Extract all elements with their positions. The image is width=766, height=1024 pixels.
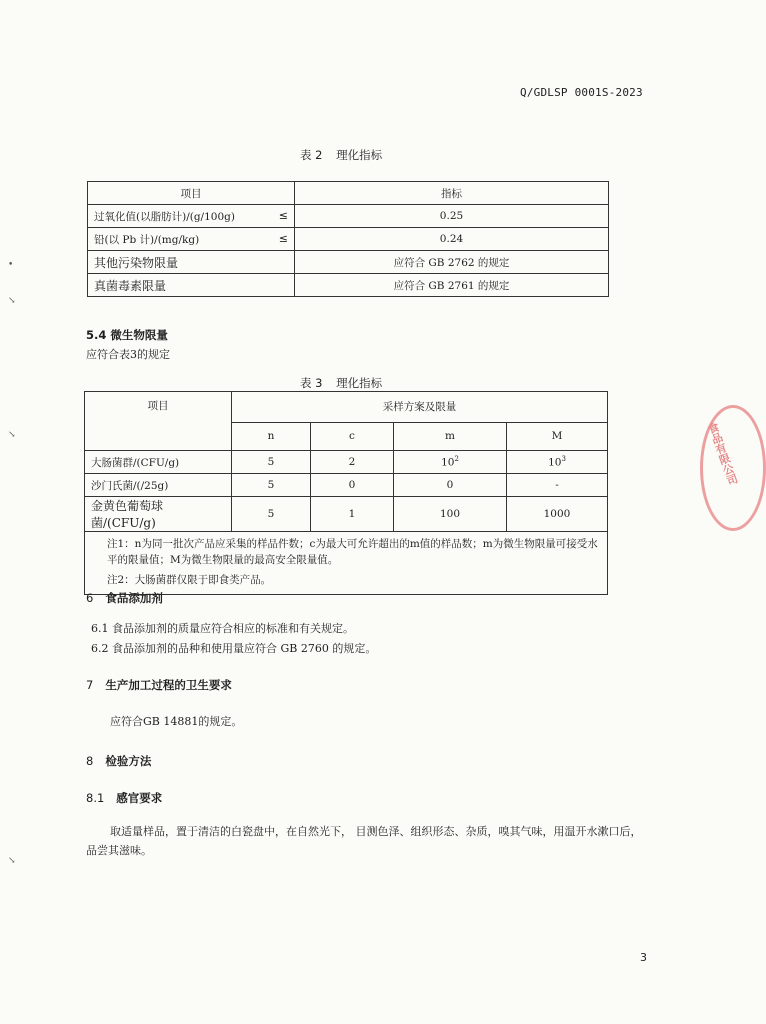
company-seal-text: 食品有限公司 [704, 420, 740, 488]
table-row [88, 251, 609, 274]
table3-row1-c: 2 [311, 451, 394, 474]
section-8-title: 检验方法 [105, 754, 152, 768]
margin-mark: ↘ [8, 296, 16, 306]
table3-row1-m [394, 451, 507, 474]
section-6-item-2: 6.2 食品添加剂的品种和使用量应符合 GB 2760 的规定。 [91, 642, 377, 655]
table2-row2-item-text: 铅(以 Pb 计)/(mg/kg) [94, 233, 200, 246]
table-row [88, 228, 609, 251]
table3-header-item: 项目 [85, 392, 232, 451]
section-8-number: 8 [86, 754, 94, 768]
table3-row1-M [507, 451, 608, 474]
table2-header-item: 项目 [88, 182, 295, 205]
table3-col-M: M [507, 422, 608, 450]
table3-row3-c: 1 [311, 497, 394, 532]
table-row [85, 451, 608, 474]
margin-mark: ↘ [8, 856, 16, 866]
table-row [88, 205, 609, 228]
table3-row2-n: 5 [232, 474, 311, 497]
table2-caption-title: 理化指标 [336, 148, 383, 162]
table2-row4-value: 应符合 GB 2761 的规定 [295, 274, 609, 297]
margin-mark: • [8, 260, 14, 270]
table3-row3-n: 5 [232, 497, 311, 532]
table-row [85, 474, 608, 497]
table3-row3-item: 金黄色葡萄球菌/(CFU/g) [85, 497, 232, 532]
document-code: Q/GDLSP 0001S-2023 [520, 86, 643, 99]
table3-row2-item: 沙门氏菌/(/25g) [85, 474, 232, 497]
table2-row1-item [88, 205, 295, 228]
table3-row1-M-base: 10 [548, 456, 562, 469]
table-row [88, 274, 609, 297]
le-symbol: ≤ [278, 208, 288, 222]
table2-row3-item: 其他污染物限量 [88, 251, 295, 274]
table3-caption [300, 375, 382, 391]
table3-row2-m: 0 [394, 474, 507, 497]
section-8-heading [86, 753, 151, 769]
table3-row1-n: 5 [232, 451, 311, 474]
table2-row3-value: 应符合 GB 2762 的规定 [295, 251, 609, 274]
section-6-number: 6 [86, 591, 94, 605]
table2-caption [300, 147, 382, 163]
table3-notes-row [85, 532, 608, 595]
table-row [85, 497, 608, 532]
table2-row1-value: 0.25 [295, 205, 609, 228]
section-7-number: 7 [86, 678, 94, 692]
table3-row1-m-exp: 2 [454, 455, 459, 464]
company-seal [700, 405, 766, 531]
table3-row1-m-base: 10 [441, 456, 455, 469]
table3-note2: 注2：大肠菌群仅限于即食类产品。 [107, 574, 272, 586]
table3-note1: 注1：n为同一批次产品应采集的样品件数；c为最大可允许超出的m值的样品数；m为微生物限量可接受水平的限量值；M为微生物限量的最高安全限量值。 [107, 538, 598, 566]
section-8-1-title: 感官要求 [116, 791, 163, 805]
table3-row3-M: 1000 [507, 497, 608, 532]
table2 [87, 181, 609, 297]
table3-col-m: m [394, 422, 507, 450]
table3-header-group: 采样方案及限量 [232, 392, 608, 423]
table2-row4-item: 真菌毒素限量 [88, 274, 295, 297]
section-7-title: 生产加工过程的卫生要求 [105, 678, 232, 692]
table3-notes [85, 532, 608, 595]
le-symbol: ≤ [278, 231, 288, 245]
table3-row1-item: 大肠菌群/(CFU/g) [85, 451, 232, 474]
table2-header-index: 指标 [295, 182, 609, 205]
table3 [84, 391, 608, 595]
margin-mark: ↘ [8, 430, 16, 440]
section-5-4-title: 5.4 微生物限量 [86, 328, 168, 342]
table3-row1-M-exp: 3 [561, 455, 566, 464]
table2-row2-value: 0.24 [295, 228, 609, 251]
table3-caption-title: 理化指标 [336, 376, 383, 390]
table3-row3-m: 100 [394, 497, 507, 532]
section-6-title: 食品添加剂 [105, 591, 163, 605]
table2-row1-item-text: 过氧化值(以脂肪计)/(g/100g) [94, 210, 235, 223]
section-7-heading [86, 677, 232, 693]
section-8-1-number: 8.1 [86, 791, 105, 805]
table3-col-n: n [232, 422, 311, 450]
table3-col-c: c [311, 422, 394, 450]
section-6-item-1: 6.1 食品添加剂的质量应符合相应的标准和有关规定。 [91, 622, 354, 635]
table2-row2-item [88, 228, 295, 251]
page-number: 3 [640, 951, 647, 964]
table3-caption-number: 表 3 [300, 376, 323, 390]
table3-header-row [85, 392, 608, 423]
section-6-heading [86, 590, 163, 606]
table3-row2-c: 0 [311, 474, 394, 497]
table2-caption-number: 表 2 [300, 148, 323, 162]
section-5-4-text: 应符合表3的规定 [86, 348, 170, 361]
section-7-text: 应符合GB 14881的规定。 [110, 715, 243, 728]
table2-header-row [88, 182, 609, 205]
table3-row2-M: - [507, 474, 608, 497]
section-8-1-heading [86, 790, 162, 806]
section-8-1-text: 取适量样品，置于清洁的白瓷盘中，在自然光下， 目测色泽、组织形态、杂质，嗅其气味，用温开水漱口后，品尝其滋味。 [86, 825, 642, 857]
